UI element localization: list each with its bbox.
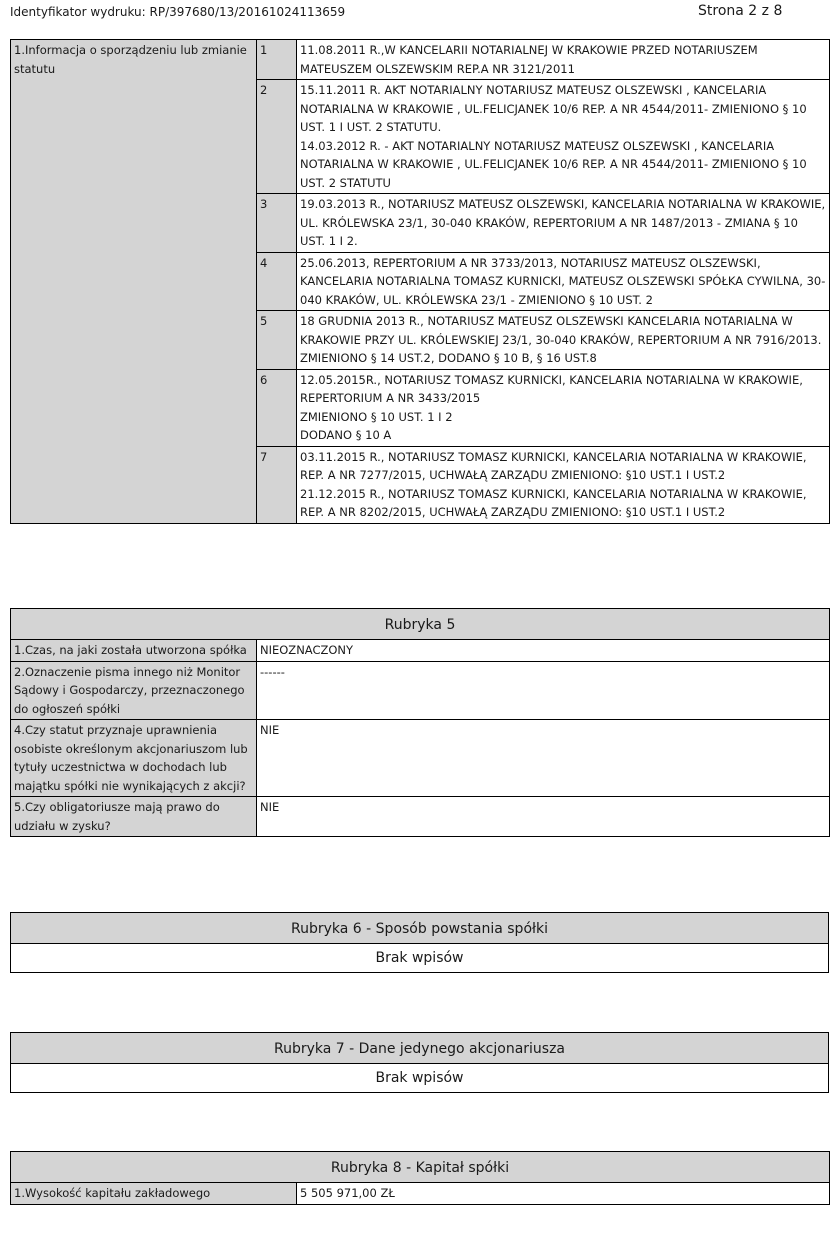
field-value: ------ — [257, 661, 830, 720]
empty-notice: Brak wpisów — [11, 944, 829, 973]
entry-number: 3 — [257, 194, 297, 253]
entry-text: 15.11.2011 R. AKT NOTARIALNY NOTARIUSZ MATEUSZ OLSZEWSKI , KANCELARIA NOTARIALNA W KRAKOWIE , UL.FELICJANEK 10/6 REP. A NR 4544/2011- ZMIENIONO § 10 UST. 1 I UST. 2 STATUTU. 14.03.2012 R. - AKT NOTARIALNY NOTARIUSZ MATEUSZ OLSZEWSKI , KANCELARIA NOTARIALNA W KRAKOWIE , UL.FELICJANEK 10/6 REP. A NR 4544/2011- ZMIENIONO § 10 UST. 2 STATUTU — [297, 80, 830, 194]
section-title: Rubryka 8 - Kapitał spółki — [11, 1152, 830, 1183]
rubryka-7-table — [10, 1032, 829, 1093]
entry-number: 7 — [257, 446, 297, 523]
field-label: 5.Czy obligatoriusze mają prawo do udziału w zysku? — [11, 797, 257, 837]
table-row — [11, 797, 830, 837]
field-label: 1.Wysokość kapitału zakładowego — [11, 1183, 297, 1205]
field-value: 5 505 971,00 ZŁ — [297, 1183, 830, 1205]
page-number: Strona 2 z 8 — [698, 3, 783, 19]
table-row — [11, 661, 830, 720]
statut-table — [10, 39, 830, 524]
entry-text: 03.11.2015 R., NOTARIUSZ TOMASZ KURNICKI, KANCELARIA NOTARIALNA W KRAKOWIE, REP. A NR 7277/2015, UCHWAŁĄ ZARZĄDU ZMIENIONO: §10 UST.1 I UST.2 21.12.2015 R., NOTARIUSZ TOMASZ KURNICKI, KANCELARIA NOTARIALNA W KRAKOWIE, REP. A NR 8202/2015, UCHWAŁĄ ZARZĄDU ZMIENIONO: §10 UST.1 I UST.2 — [297, 446, 830, 523]
entry-text: 19.03.2013 R., NOTARIUSZ MATEUSZ OLSZEWSKI, KANCELARIA NOTARIALNA W KRAKOWIE, UL. KRÓLEWSKA 23/1, 30-040 KRAKÓW, REPERTORIUM A NR 1487/2013 - ZMIANA § 10 UST. 1 I 2. — [297, 194, 830, 253]
entry-number: 5 — [257, 311, 297, 370]
section-title: Rubryka 5 — [11, 609, 830, 640]
statut-label: 1.Informacja o sporządzeniu lub zmianie statutu — [11, 40, 257, 524]
table-row — [11, 1183, 830, 1205]
rubryka-6-table — [10, 912, 829, 973]
entry-text: 11.08.2011 R.,W KANCELARII NOTARIALNEJ W KRAKOWIE PRZED NOTARIUSZEM MATEUSZEM OLSZEWSKIM REP.A NR 3121/2011 — [297, 40, 830, 80]
entry-number: 6 — [257, 369, 297, 446]
entry-number: 2 — [257, 80, 297, 194]
field-value: NIEOZNACZONY — [257, 640, 830, 662]
empty-notice: Brak wpisów — [11, 1064, 829, 1093]
table-row — [11, 40, 830, 80]
section-title: Rubryka 6 - Sposób powstania spółki — [11, 913, 829, 944]
entry-number: 1 — [257, 40, 297, 80]
table-row — [11, 720, 830, 797]
rubryka-8-table — [10, 1151, 830, 1205]
entry-number: 4 — [257, 252, 297, 311]
field-label: 4.Czy statut przyznaje uprawnienia osobiste określonym akcjonariuszom lub tytuły uczestnictwa w dochodach lub majątku spółki nie wynikających z akcji? — [11, 720, 257, 797]
field-label: 1.Czas, na jaki została utworzona spółka — [11, 640, 257, 662]
table-row — [11, 640, 830, 662]
entry-text: 12.05.2015R., NOTARIUSZ TOMASZ KURNICKI, KANCELARIA NOTARIALNA W KRAKOWIE, REPERTORIUM A NR 3433/2015 ZMIENIONO § 10 UST. 1 I 2 DODANO § 10 A — [297, 369, 830, 446]
entry-text: 18 GRUDNIA 2013 R., NOTARIUSZ MATEUSZ OLSZEWSKI KANCELARIA NOTARIALNA W KRAKOWIE PRZY UL. KRÓLEWSKIEJ 23/1, 30-040 KRAKÓW, REPERTORIUM A NR 7916/2013. ZMIENIONO § 14 UST.2, DODANO § 10 B, § 16 UST.8 — [297, 311, 830, 370]
field-label: 2.Oznaczenie pisma innego niż Monitor Sądowy i Gospodarczy, przeznaczonego do ogłoszeń spółki — [11, 661, 257, 720]
field-value: NIE — [257, 720, 830, 797]
section-title: Rubryka 7 - Dane jedynego akcjonariusza — [11, 1033, 829, 1064]
print-identifier: Identyfikator wydruku: RP/397680/13/20161024113659 — [10, 5, 346, 19]
field-value: NIE — [257, 797, 830, 837]
rubryka-5-table — [10, 608, 830, 837]
entry-text: 25.06.2013, REPERTORIUM A NR 3733/2013, NOTARIUSZ MATEUSZ OLSZEWSKI, KANCELARIA NOTARIALNA TOMASZ KURNICKI, MATEUSZ OLSZEWSKI SPÓŁKA CYWILNA, 30-040 KRAKÓW, UL. KRÓLEWSKA 23/1 - ZMIENIONO § 10 UST. 2 — [297, 252, 830, 311]
